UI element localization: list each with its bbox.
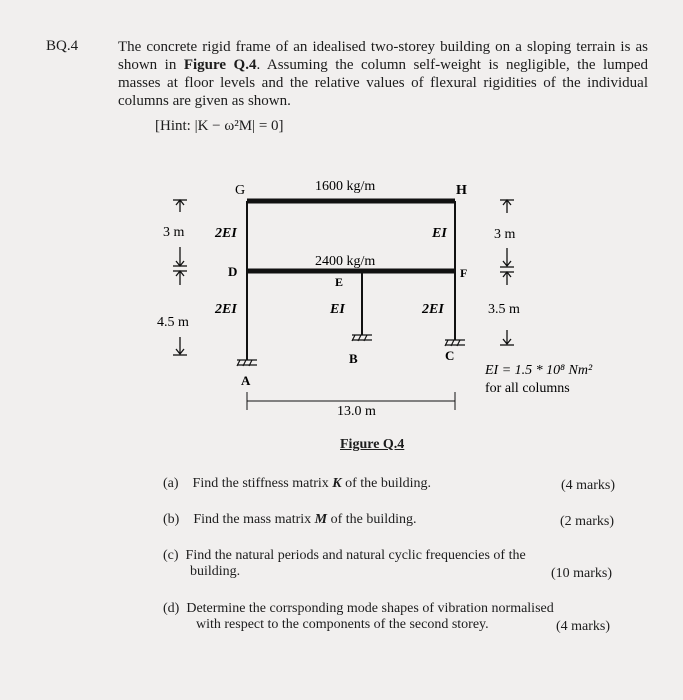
intro-figure-ref: Figure Q.4 — [183, 57, 257, 73]
dim-right-top: 3 m — [494, 227, 516, 242]
ei-note-1: EI = 1.5 * 10⁸ Nm² — [485, 363, 593, 378]
label-D: D — [228, 264, 238, 279]
ei-mid-bot: EI — [330, 302, 345, 317]
figure-caption: Figure Q.4 — [340, 437, 405, 452]
part-c-marks: (10 marks) — [551, 566, 613, 581]
part-b-text: Find the mass matrix — [193, 512, 312, 527]
dim-right — [500, 200, 514, 345]
part-b-sym: M — [314, 512, 328, 527]
part-c-text2: building. — [190, 564, 241, 579]
part-d-text1: Determine the corrsponding mode shapes of vibration normalised — [186, 601, 554, 616]
label-H: H — [456, 183, 467, 198]
ei-left-top: 2EI — [215, 226, 237, 241]
mass-mid: 2400 kg/m — [315, 254, 376, 269]
mass-top: 1600 kg/m — [315, 179, 376, 194]
support-C — [445, 340, 465, 346]
ei-note-2: for all columns — [485, 381, 570, 396]
support-B — [352, 335, 372, 341]
dim-left-bot: 4.5 m — [157, 315, 189, 330]
dim-left-top: 3 m — [163, 225, 185, 240]
label-E: E — [335, 275, 344, 289]
label-C: C — [445, 348, 455, 363]
label-F: F — [460, 266, 468, 280]
part-a — [163, 476, 431, 492]
part-a-marks: (4 marks) — [561, 478, 616, 493]
part-d-marks: (4 marks) — [556, 619, 611, 634]
ei-right-bot: 2EI — [422, 302, 444, 317]
label-A: A — [241, 373, 251, 388]
part-a-text: Find the stiffness matrix — [192, 476, 329, 491]
part-d — [163, 601, 554, 617]
part-a-tail: of the building. — [345, 476, 432, 491]
part-c — [163, 548, 526, 564]
part-d-label: (d) — [163, 601, 180, 616]
part-b-label: (b) — [163, 512, 180, 527]
hint: [Hint: |K − ω²M| = 0] — [155, 118, 284, 134]
question-number: BQ.4 — [46, 38, 79, 54]
question-intro — [118, 38, 648, 110]
part-c-label: (c) — [163, 548, 179, 563]
label-G: G — [235, 183, 246, 198]
ei-left-bot: 2EI — [215, 302, 237, 317]
label-B: B — [349, 351, 358, 366]
part-b-tail: of the building. — [330, 512, 417, 527]
dim-right-bot: 3.5 m — [488, 302, 520, 317]
part-c-text1: Find the natural periods and natural cyclic frequencies of the — [185, 548, 526, 563]
dim-left — [173, 200, 187, 355]
part-a-label: (a) — [163, 476, 179, 491]
frame-diagram — [140, 170, 593, 440]
dim-span-label: 13.0 m — [337, 404, 376, 419]
ei-right-top: EI — [432, 226, 447, 241]
support-A — [237, 360, 257, 366]
part-a-sym: K — [332, 476, 342, 491]
part-d-text2: with respect to the components of the second storey. — [196, 617, 489, 632]
part-b-marks: (2 marks) — [560, 514, 615, 529]
part-b — [163, 512, 417, 528]
intro-text: The concrete rigid frame of an idealised two-storey building on a sloping terrain is as shown in Figure Q.4. Assuming the column self-weight is negligible, the lumped masses at floor levels and the relative values of flexural rigidities of the individual columns are given as shown. — [118, 39, 648, 109]
